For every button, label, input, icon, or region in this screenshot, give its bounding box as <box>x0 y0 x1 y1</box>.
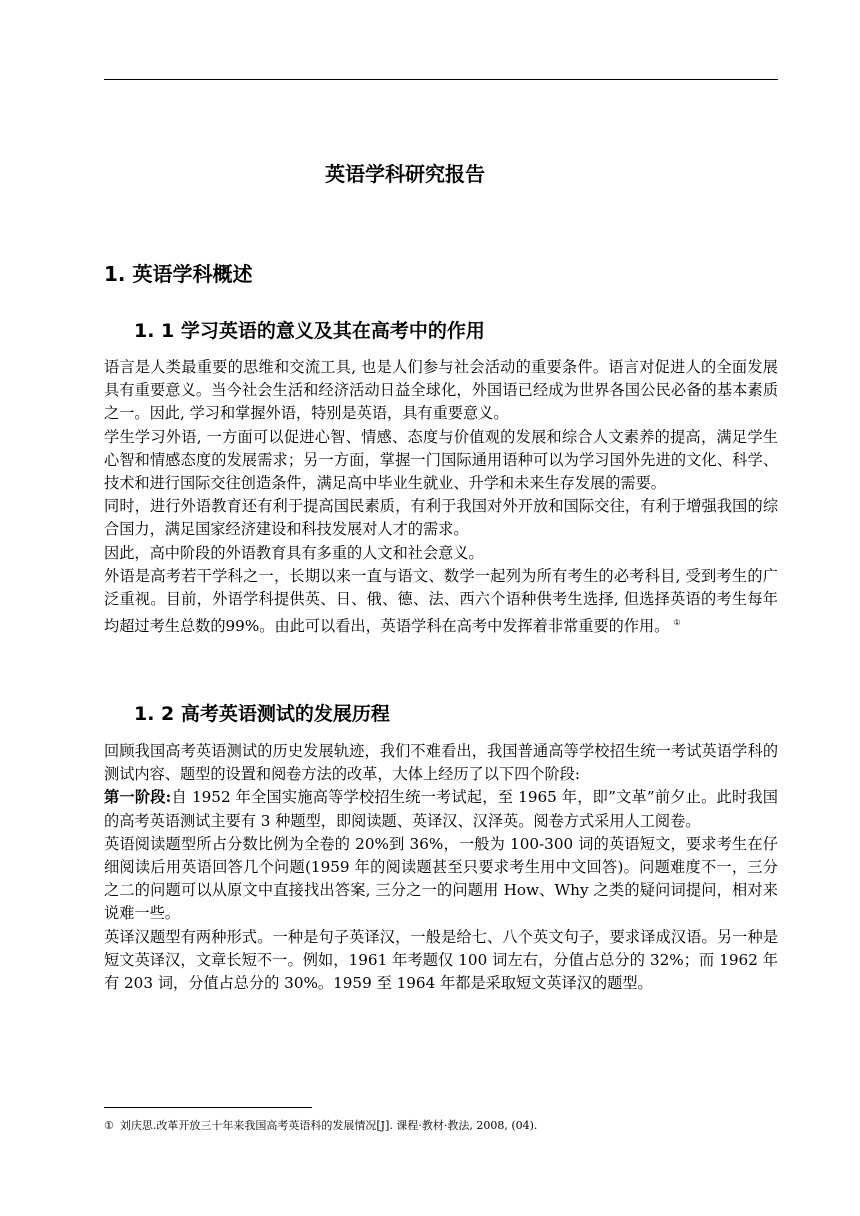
paragraph: 学生学习外语, 一方面可以促进心智、情感、态度与价值观的发展和综合人文素养的提高，满足学生心智和情感态度的发展需求；另一方面，掌握一门国际通用语种可以为学习国外先进的文化、科学、技术和进行国际交往创造条件，满足高中毕业生就业、升学和未来生存发展的需要。 <box>104 427 778 493</box>
paragraph: 外语是高考若干学科之一，长期以来一直与语文、数学一起列为所有考生的必考科目, 受到考生的广泛重视。目前，外语学科提供英、日、俄、德、法、西六个语种供考生选择, 但选择英语的考生每年均超过考生总数的99%。由此可以看出，英语学科在高考中发挥着非常重要的作用。 <box>104 566 778 636</box>
stage-label: 第一阶段: <box>104 788 172 807</box>
paragraph: 回顾我国高考英语测试的历史发展轨迹，我们不难看出，我国普通高等学校招生统一考试英语学科的测试内容、题型的设置和阅卷方法的改革，大体上经历了以下四个阶段: <box>104 742 778 784</box>
section-1-2-body <box>104 740 778 995</box>
footnote <box>104 1117 537 1133</box>
paragraph-with-footnote <box>104 565 778 639</box>
section-1-2-heading: 1. 2 高考英语测试的发展历程 <box>134 703 390 725</box>
stage-paragraph <box>104 786 778 832</box>
footnote-reference[interactable]: ① <box>673 618 681 628</box>
header-rule <box>104 79 778 80</box>
footnote-separator <box>104 1107 312 1108</box>
section-1-1-heading: 1. 1 学习英语的意义及其在高考中的作用 <box>134 320 485 342</box>
section-1-heading: 1. 英语学科概述 <box>104 262 253 286</box>
document-title: 英语学科研究报告 <box>325 162 485 186</box>
paragraph: 语言是人类最重要的思维和交流工具, 也是人们参与社会活动的重要条件。语言对促进人的全面发展具有重要意义。当今社会生活和经济活动日益全球化，外国语已经成为世界各国公民必备的基本素质之一。因此, 学习和掌握外语，特别是英语，具有重要意义。 <box>104 358 778 423</box>
footnote-mark: ① <box>104 1119 114 1132</box>
section-1-1-body <box>104 356 778 639</box>
paragraph: 英译汉题型有两种形式。一种是句子英译汉，一般是给七、八个英文句子，要求译成汉语。另一种是短文英译汉，文章长短不一。例如，1961 年考题仅 100 词左右，分值占总分的 32%；而 1962 年有 203 词，分值占总分的 30%。1959 至 1964 年都是采取短文英译汉的题型。 <box>104 927 778 993</box>
paragraph: 因此，高中阶段的外语教育具有多重的人文和社会意义。 <box>104 543 484 562</box>
paragraph: 同时，进行外语教育还有利于提高国民素质，有利于我国对外开放和国际交往，有利于增强我国的综合国力，满足国家经济建设和科技发展对人才的需求。 <box>104 497 778 539</box>
footnote-text: 刘庆思.改革开放三十年来我国高考英语科的发展情况[J]. 课程·教材·教法, 2008, (04). <box>119 1119 538 1132</box>
paragraph: 英语阅读题型所占分数比例为全卷的 20%到 36%，一般为 100-300 词的英语短文，要求考生在仔细阅读后用英语回答几个问题(1959 年的阅读题甚至只要求考生用中文回答)。问题难度不一，三分之二的问题可以从原文中直接找出答案, 三分之一的问题用 How、Why 之类的疑问词提问，相对来说难一些。 <box>104 834 778 923</box>
paragraph: 自 1952 年全国实施高等学校招生统一考试起，至 1965 年，即”文革”前夕止。此时我国的高考英语测试主要有 3 种题型，即阅读题、英译汉、汉泽英。阅卷方式采用人工阅卷。 <box>104 788 778 830</box>
